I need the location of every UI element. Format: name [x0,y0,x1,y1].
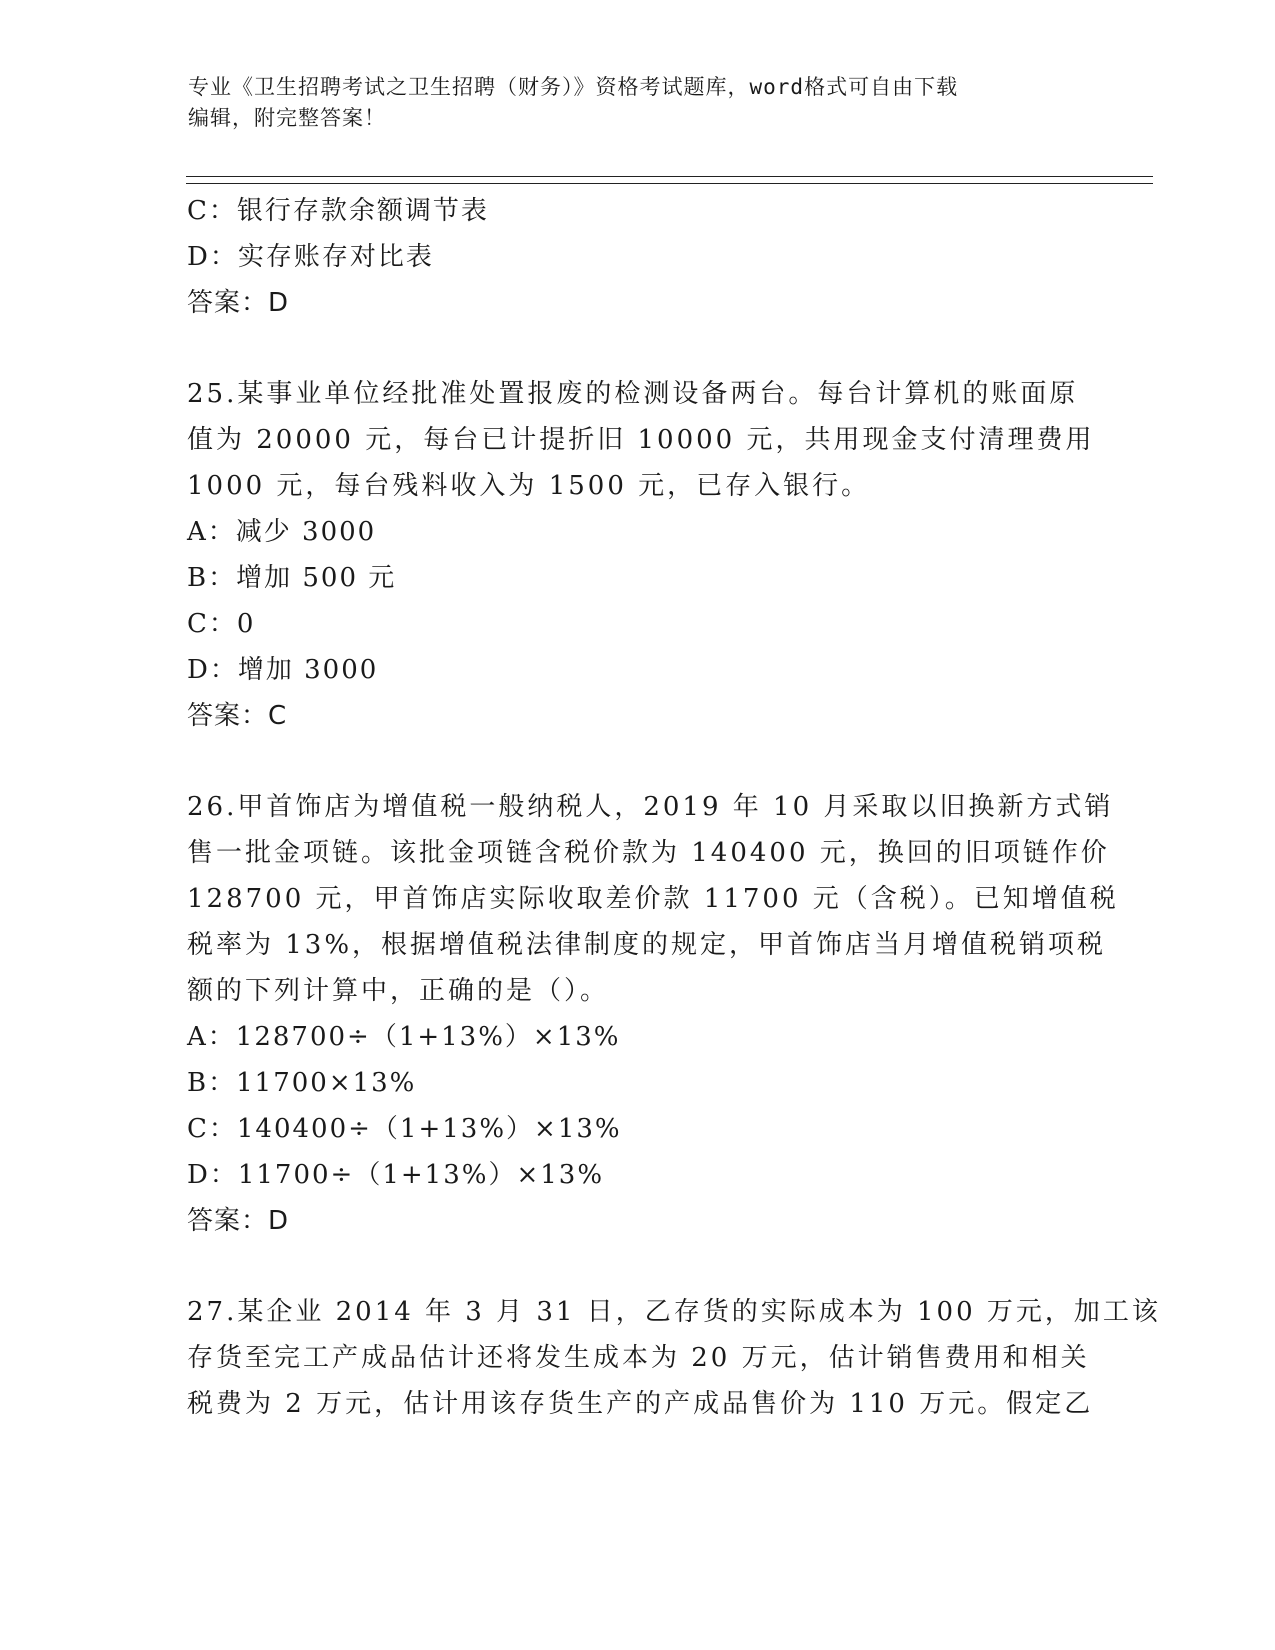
option-d: D：11700÷（1+13%）×13% [187,1160,605,1190]
question-text-line: 售一批金项链。该批金项链含税价款为 140400 元，换回的旧项链作价 [187,838,1110,868]
question-26 [187,784,1119,1244]
header-line-2: 编辑，附完整答案！ [188,106,386,130]
answer: 答案：C [187,701,288,731]
document-body [187,188,1161,1427]
option-b: B：增加 500 元 [187,563,397,593]
answer: 答案：D [187,288,290,318]
question-text-line: 128700 元，甲首饰店实际收取差价款 11700 元（含税）。已知增值税 [187,884,1119,914]
option-b: B：11700×13% [187,1068,417,1098]
header-rule-top [186,176,1153,177]
question-25 [187,371,1095,739]
question-27 [187,1289,1161,1427]
question-text-line: 税率为 13%，根据增值税法律制度的规定，甲首饰店当月增值税销项税 [187,930,1107,960]
question-text-line: 税费为 2 万元，估计用该存货生产的产成品售价为 110 万元。假定乙 [187,1389,1094,1419]
question-text-line: 1000 元，每台残料收入为 1500 元，已存入银行。 [187,471,871,501]
header-rule-bottom [186,183,1153,184]
option-d: D：实存账存对比表 [187,242,434,272]
question-text-line: 26.甲首饰店为增值税一般纳税人，2019 年 10 月采取以旧换新方式销 [187,792,1114,822]
option-c: C：0 [187,609,256,639]
question-text-line: 25.某事业单位经批准处置报废的检测设备两台。每台计算机的账面原 [187,379,1079,409]
answer: 答案：D [187,1206,290,1236]
question-text-line: 27.某企业 2014 年 3 月 31 日，乙存货的实际成本为 100 万元，加工该 [187,1297,1161,1327]
question-text-line: 值为 20000 元，每台已计提折旧 10000 元，共用现金支付清理费用 [187,425,1095,455]
option-a: A：128700÷（1+13%）×13% [187,1022,621,1052]
option-a: A：减少 3000 [187,517,377,547]
question-text-line: 额的下列计算中，正确的是（）。 [187,976,610,1006]
document-header [188,72,1068,134]
question-text-line: 存货至完工产成品估计还将发生成本为 20 万元，估计销售费用和相关 [187,1343,1090,1373]
option-c: C：140400÷（1+13%）×13% [187,1114,622,1144]
header-line-1: 专业《卫生招聘考试之卫生招聘（财务）》资格考试题库，word格式可自由下载 [188,75,959,99]
option-d: D：增加 3000 [187,655,379,685]
option-c: C：银行存款余额调节表 [187,196,489,226]
